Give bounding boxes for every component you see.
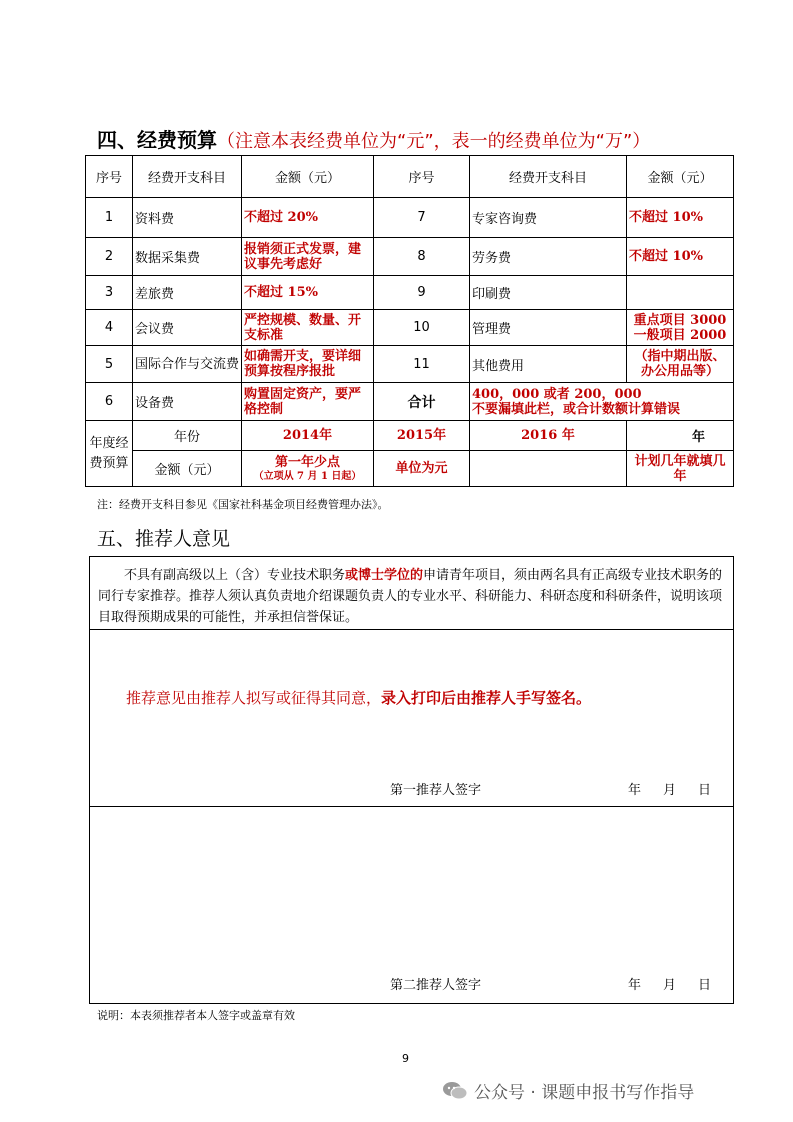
header-amount-right: 金额（元） <box>627 156 734 198</box>
row-item: 劳务费 <box>470 238 627 276</box>
row-amount: 不超过 10% <box>627 238 734 276</box>
row-no: 11 <box>374 346 470 383</box>
row-amount: 购置固定资产，要严格控制 <box>242 383 374 421</box>
row-item: 其他费用 <box>470 346 627 383</box>
section-4-title: 四、经费预算 <box>97 128 217 152</box>
intro-text-red: 或博士学位的 <box>345 568 424 583</box>
annual-year-row <box>86 421 734 451</box>
date-day: 日 <box>698 783 712 798</box>
row-no: 8 <box>374 238 470 276</box>
red-instruction <box>126 687 591 708</box>
annual-label: 年度经费预算 <box>86 421 133 487</box>
row-no: 3 <box>86 276 133 310</box>
section-4-heading <box>97 124 650 153</box>
budget-table <box>85 155 734 487</box>
date-month: 月 <box>663 978 677 993</box>
date-day: 日 <box>698 978 712 993</box>
amount-label: 金额（元） <box>133 451 242 487</box>
row-no: 5 <box>86 346 133 383</box>
row-item: 差旅费 <box>133 276 242 310</box>
row-no: 1 <box>86 198 133 238</box>
header-item-left: 经费开支科目 <box>133 156 242 198</box>
annual-amount-row <box>86 451 734 487</box>
header-no-left: 序号 <box>86 156 133 198</box>
amount-1-main: 第一年少点 <box>274 454 340 470</box>
row-item: 专家咨询费 <box>470 198 627 238</box>
header-no-right: 序号 <box>374 156 470 198</box>
amount-1 <box>242 451 374 487</box>
divider-1 <box>90 629 733 630</box>
row-amount: 报销须正式发票，建议事先考虑好 <box>242 238 374 276</box>
recommender-intro <box>98 565 725 628</box>
total-label: 合计 <box>374 383 470 421</box>
row-item: 资料费 <box>133 198 242 238</box>
row-item: 会议费 <box>133 310 242 346</box>
total-value: 400，000 或者 200，000 <box>472 386 642 402</box>
table-row <box>86 310 734 346</box>
table-row <box>86 276 734 310</box>
first-date <box>628 779 711 798</box>
total-note: 不要漏填此栏，或合计数额计算错误 <box>472 401 681 417</box>
row-item: 数据采集费 <box>133 238 242 276</box>
year-4: 年 <box>627 421 734 451</box>
table-row <box>86 198 734 238</box>
divider-2 <box>90 806 733 807</box>
year-label: 年份 <box>133 421 242 451</box>
row-item: 设备费 <box>133 383 242 421</box>
row-amount: 严控规模、数量、开支标准 <box>242 310 374 346</box>
red-instruction-b: 录入打印后由推荐人手写签名。 <box>381 689 592 707</box>
row-amount: 不超过 20% <box>242 198 374 238</box>
watermark-text: 公众号 · 课题申报书写作指导 <box>474 1083 695 1103</box>
row-amount: 重点项目 3000 一般项目 2000 <box>627 310 734 346</box>
intro-text-a: 不具有副高级以上（含）专业技术职务 <box>124 568 346 583</box>
total-cell <box>470 383 734 421</box>
table-row-total <box>86 383 734 421</box>
row-amount: 不超过 10% <box>627 198 734 238</box>
date-month: 月 <box>663 783 677 798</box>
section-5-title: 五、推荐人意见 <box>97 528 231 550</box>
date-year: 年 <box>628 978 642 993</box>
recommender-box <box>89 556 734 1004</box>
year-1: 2014年 <box>242 421 374 451</box>
amount-1-sub: （立项从 7 月 1 日起） <box>253 470 362 482</box>
second-signature-line <box>390 974 481 993</box>
first-signature-label: 第一推荐人签字 <box>390 783 482 798</box>
amount-3 <box>470 451 627 487</box>
row-item: 国际合作与交流费 <box>133 346 242 383</box>
date-year: 年 <box>628 783 642 798</box>
red-instruction-a: 推荐意见由推荐人拟写或征得其同意， <box>126 689 382 707</box>
second-date <box>628 974 711 993</box>
wechat-icon <box>442 1081 468 1101</box>
row-no: 7 <box>374 198 470 238</box>
row-item: 印刷费 <box>470 276 627 310</box>
row-no: 2 <box>86 238 133 276</box>
table-header-row <box>86 156 734 198</box>
row-amount: （指中期出版、办公用品等） <box>627 346 734 383</box>
row-no: 10 <box>374 310 470 346</box>
row-item: 管理费 <box>470 310 627 346</box>
amount-4: 计划几年就填几年 <box>627 451 734 487</box>
first-signature-line <box>390 779 481 798</box>
row-no: 9 <box>374 276 470 310</box>
section-4-note: （注意本表经费单位为“元”，表一的经费单位为“万”） <box>217 131 651 152</box>
budget-footnote: 注：经费开支科目参见《国家社科基金项目经费管理办法》。 <box>97 498 389 511</box>
second-signature-label: 第二推荐人签字 <box>390 978 482 993</box>
row-amount: 不超过 15% <box>242 276 374 310</box>
row-no: 6 <box>86 383 133 421</box>
row-no: 4 <box>86 310 133 346</box>
row-amount: 如确需开支，要详细预算按程序报批 <box>242 346 374 383</box>
page-number: 9 <box>402 1052 409 1065</box>
intro-text-b: 申请青年项目，须由两名具有正高级专业技术职务的同行专家推荐。推荐人须认真负责地介绍课题负责人的专业水平、科研能力、科研态度和科研条件，说明该项目取得预期成果的可能性，并承担信誉保证。 <box>98 568 723 625</box>
year-2: 2015年 <box>374 421 470 451</box>
table-row <box>86 238 734 276</box>
year-3: 2016 年 <box>470 421 627 451</box>
header-amount-left: 金额（元） <box>242 156 374 198</box>
amount-2: 单位为元 <box>374 451 470 487</box>
watermark <box>442 1078 694 1103</box>
header-item-right: 经费开支科目 <box>470 156 627 198</box>
explain-note: 说明：本表须推荐者本人签字或盖章有效 <box>97 1009 295 1022</box>
row-amount <box>627 276 734 310</box>
table-row <box>86 346 734 383</box>
